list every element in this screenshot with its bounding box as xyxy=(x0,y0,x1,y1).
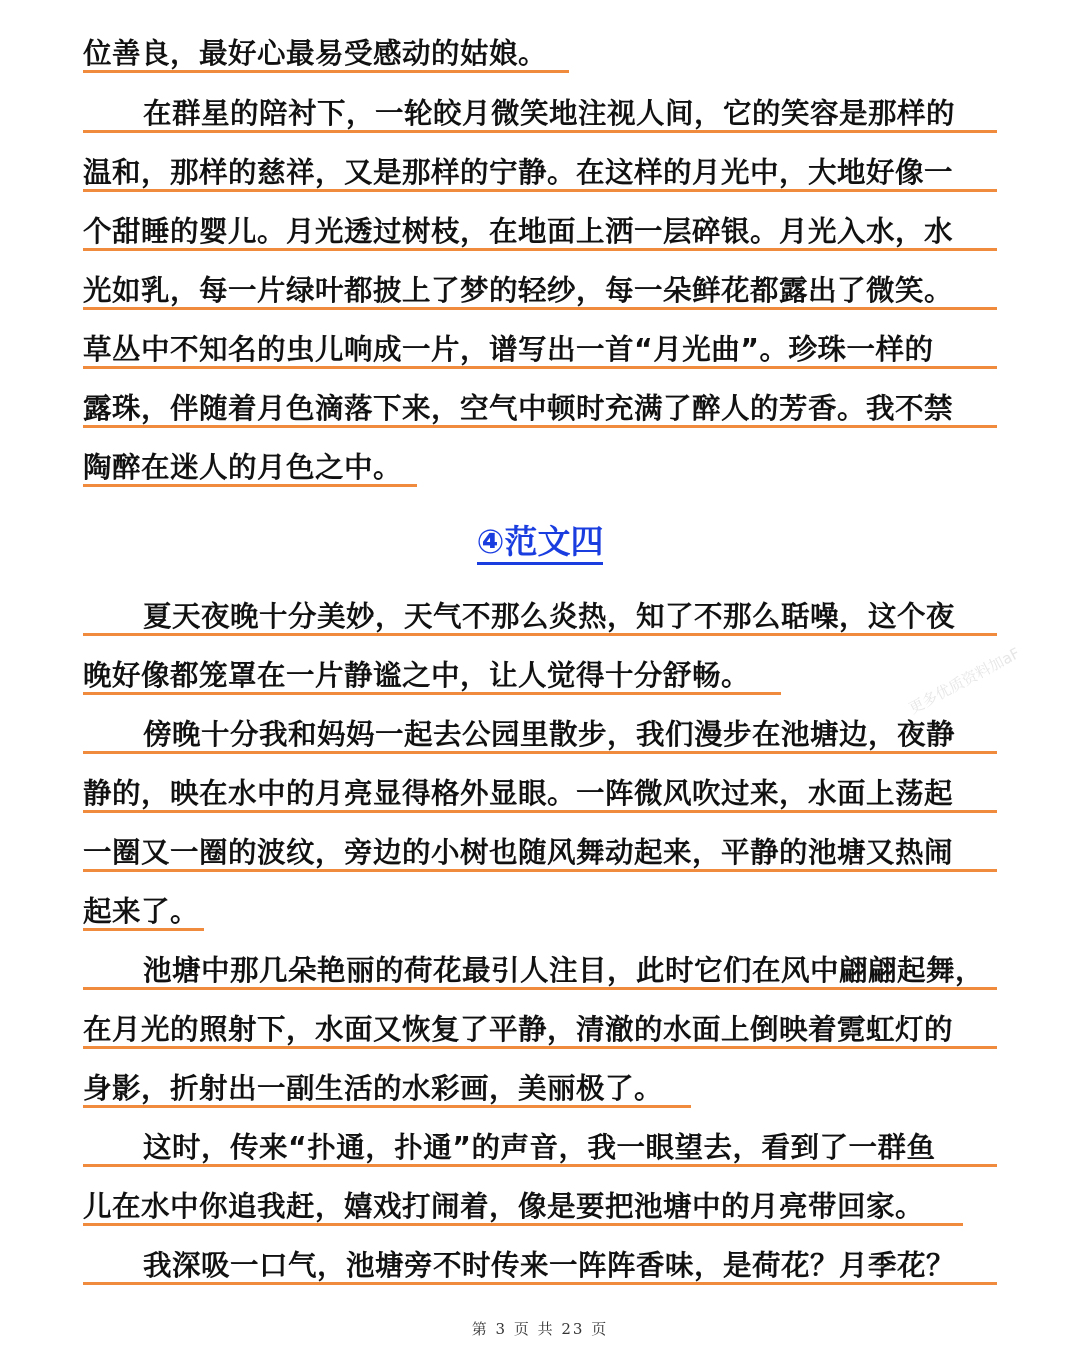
underline xyxy=(83,248,997,251)
underline xyxy=(83,366,997,369)
underline xyxy=(83,987,997,990)
underline xyxy=(83,189,997,192)
text-line: 儿在水中你追我赶，嬉戏打闹着，像是要把池塘中的月亮带回家。 xyxy=(83,1190,925,1223)
underline xyxy=(83,1046,997,1049)
text-line: 我深吸一口气，池塘旁不时传来一阵阵香味，是荷花？月季花？ xyxy=(143,1249,956,1282)
underline xyxy=(83,70,569,73)
text-line: 陶醉在迷人的月色之中。 xyxy=(83,451,403,484)
text-line: 身影，折射出一副生活的水彩画，美丽极了。 xyxy=(83,1072,664,1105)
section-heading xyxy=(0,520,1080,564)
text-line: 这时，传来“扑通，扑通”的声音，我一眼望去，看到了一群鱼 xyxy=(143,1131,936,1164)
underline xyxy=(83,869,997,872)
text-line: 光如乳，每一片绿叶都披上了梦的轻纱，每一朵鲜花都露出了微笑。 xyxy=(83,274,954,307)
text-line: 晚好像都笼罩在一片静谧之中，让人觉得十分舒畅。 xyxy=(83,659,751,692)
text-line: 池塘中那几朵艳丽的荷花最引人注目，此时它们在风中翩翩起舞， xyxy=(143,954,985,987)
text-line: 位善良，最好心最易受感动的姑娘。 xyxy=(83,37,548,70)
text-line: 傍晚十分我和妈妈一起去公园里散步，我们漫步在池塘边，夜静 xyxy=(143,718,956,751)
underline xyxy=(83,692,781,695)
text-line: 在月光的照射下，水面又恢复了平静，清澈的水面上倒映着霓虹灯的 xyxy=(83,1013,954,1046)
text-line: 夏天夜晚十分美妙，天气不那么炎热，知了不那么聒噪，这个夜 xyxy=(143,600,956,633)
underline xyxy=(83,633,997,636)
text-line: 起来了。 xyxy=(83,895,200,928)
watermark: 更多优质资料加aF xyxy=(905,644,1023,718)
text-line: 一圈又一圈的波纹，旁边的小树也随风舞动起来，平静的池塘又热闹 xyxy=(83,836,954,869)
underline xyxy=(83,425,997,428)
underline xyxy=(83,751,997,754)
text-line: 静的，映在水中的月亮显得格外显眼。一阵微风吹过来，水面上荡起 xyxy=(83,777,954,810)
text-line: 草丛中不知名的虫儿响成一片，谱写出一首“月光曲”。珍珠一样的 xyxy=(83,333,934,366)
section-heading-text: ④范文四 xyxy=(477,522,604,565)
underline xyxy=(83,130,997,133)
page-footer: 第 3 页 共 23 页 xyxy=(471,1320,609,1338)
underline xyxy=(83,1223,963,1226)
underline xyxy=(83,1282,997,1285)
underline xyxy=(83,484,417,487)
underline xyxy=(83,307,997,310)
underline xyxy=(83,928,204,931)
text-line: 个甜睡的婴儿。月光透过树枝，在地面上洒一层碎银。月光入水，水 xyxy=(83,215,954,248)
text-line: 露珠，伴随着月色滴落下来，空气中顿时充满了醉人的芳香。我不禁 xyxy=(83,392,954,425)
underline xyxy=(83,1105,691,1108)
text-line: 在群星的陪衬下，一轮皎月微笑地注视人间，它的笑容是那样的 xyxy=(143,97,956,130)
underline xyxy=(83,810,997,813)
underline xyxy=(83,1164,997,1167)
text-line: 温和，那样的慈祥，又是那样的宁静。在这样的月光中，大地好像一 xyxy=(83,156,954,189)
